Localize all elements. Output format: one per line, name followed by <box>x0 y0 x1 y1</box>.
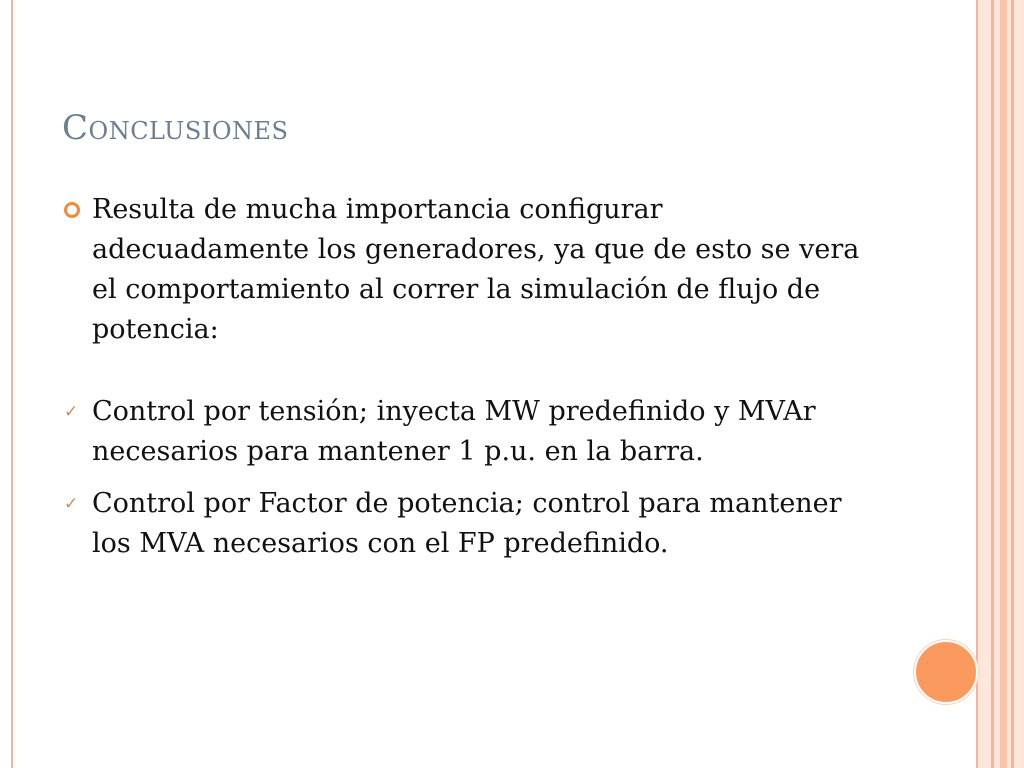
slide-content <box>62 190 882 564</box>
ring-bullet-icon <box>64 202 80 218</box>
list-item-text: Control por tensión; inyecta MW predefinido y MVAr necesarios para mantener 1 p.u. en la barra. <box>92 396 816 467</box>
list-item-voltage-control <box>62 392 882 472</box>
right-decorative-stripes <box>976 0 1024 768</box>
intro-text: Resulta de mucha importancia configurar adecuadamente los generadores, ya que de esto se vera el comportamiento al correr la simulación de flujo de potencia: <box>92 194 860 345</box>
list-item-power-factor-control <box>62 484 882 564</box>
orange-circle-decoration <box>914 640 978 704</box>
list-item-text: Control por Factor de potencia; control para mantener los MVA necesarios con el FP predefinido. <box>92 488 842 559</box>
intro-bullet <box>62 190 882 350</box>
check-icon: ✓ <box>64 494 79 514</box>
check-icon: ✓ <box>64 402 79 422</box>
slide-title: Conclusiones <box>62 108 289 148</box>
left-border-line <box>11 0 13 768</box>
